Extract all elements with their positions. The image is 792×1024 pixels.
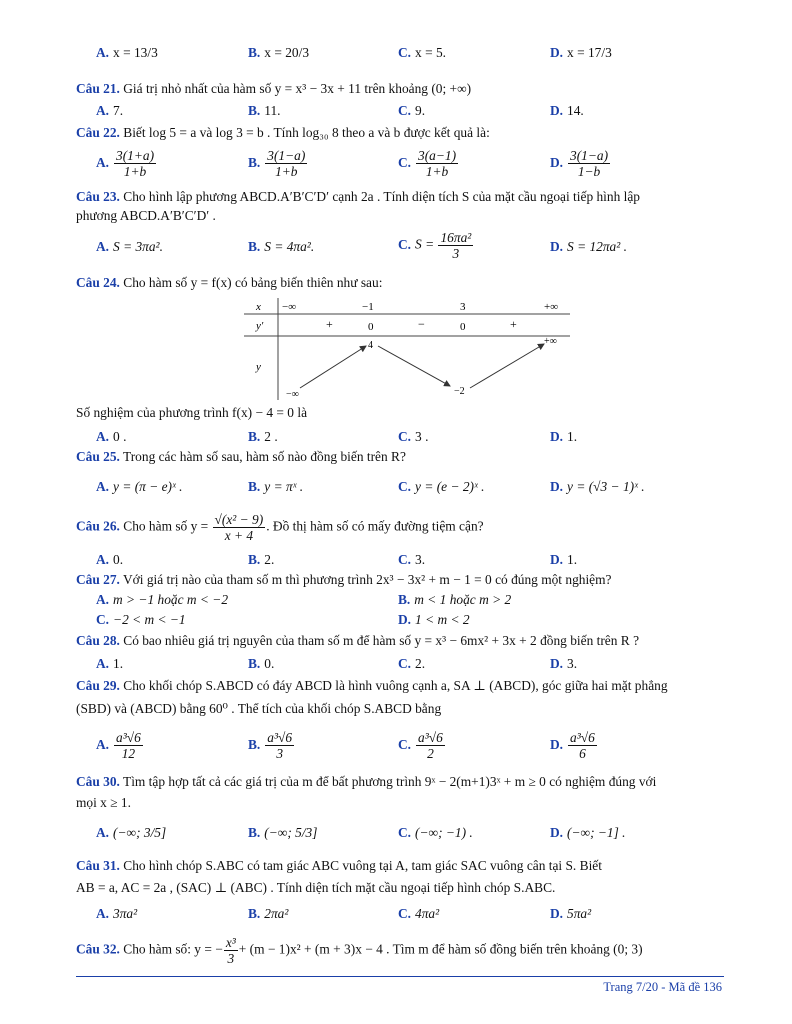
q20-option-a: A. x = 13/3 [96, 45, 158, 60]
q29-stem-line1: Câu 29. Cho khối chóp S.ABCD có đáy ABCD là hình vuông cạnh a, SA ⊥ (ABCD), góc giữa hai mặt phẳng [76, 678, 668, 693]
q27-stem: Câu 27. Với giá trị nào của tham số m thì phương trình 2x³ − 3x² + m − 1 = 0 có đúng một nghiệm? [76, 572, 612, 587]
q24-stem: Câu 24. Cho hàm số y = f(x) có bảng biến thiên như sau: [76, 275, 383, 290]
y-val-minus2: −2 [454, 386, 465, 397]
q24-option-d: D. 1. [550, 429, 578, 444]
q24-option-c: C. 3 . [398, 429, 429, 444]
q26-option-c: C. 3. [398, 552, 426, 567]
q25-stem: Câu 25. Trong các hàm số sau, hàm số nào đồng biến trên R? [76, 449, 406, 464]
q24-option-a: A. 0 . [96, 429, 127, 444]
q21-stem: Câu 21. Giá trị nhỏ nhất của hàm số y = x³ − 3x + 11 trên khoảng (0; +∞) [76, 81, 472, 96]
q32-stem: Câu 32. Cho hàm số: y = − $\frac{\text{x³}}{3}$ + (m − 1)x² + (m + 3)x − 4 . Tìm m để hàm số đồng biến trên khoảng (0; 3) [76, 935, 643, 966]
q29-option-d: D. $\frac{\text{a³√6}}{6}$ [550, 730, 595, 761]
q22-option-c: C. $\frac{3(a-1)}{1+b}$ [398, 148, 457, 179]
q20-option-d: D. x = 17/3 [550, 45, 612, 60]
q25-option-b: B. y = πˣ . [248, 479, 304, 494]
q22-option-b: B. $\frac{3(1-a)}{1+b}$ [248, 148, 306, 179]
variation-table [244, 296, 570, 400]
table-yprime-label: y′ [256, 320, 264, 332]
q21-option-d: D. 14. [550, 103, 584, 118]
sign-5: + [510, 317, 517, 331]
q27-option-d: D. 1 < m < 2 [398, 612, 470, 627]
arrow-up-1 [300, 346, 366, 388]
q30-stem-line1: Câu 30. Tìm tập hợp tất cả các giá trị của m để bất phương trình 9ˣ − 2(m+1)3ˣ + m ≥ 0 có nghiệm đúng với [76, 774, 657, 789]
footer-divider [76, 976, 724, 977]
y-val-4: 4 [368, 340, 373, 351]
q23-stem-line1: Câu 23. Cho hình lập phương ABCD.A′B′C′D′ cạnh 2a . Tính diện tích S của mặt cầu ngoại tiếp hình lập [76, 189, 640, 204]
q23-option-d: D. S = 12πa² . [550, 239, 627, 254]
q31-option-d: D. 5πa² [550, 906, 592, 921]
q27-option-a: A. m > −1 hoặc m < −2 [96, 592, 229, 607]
q24-option-b: B. 2 . [248, 429, 278, 444]
sign-2: 0 [368, 321, 374, 333]
arrow-down [378, 346, 450, 386]
q30-option-b: B. (−∞; 5/3] [248, 825, 318, 840]
q28-option-a: A. 1. [96, 656, 124, 671]
q27-option-c: C. −2 < m < −1 [96, 612, 186, 627]
q31-option-a: A. 3πa² [96, 906, 138, 921]
q30-stem-line2: mọi x ≥ 1. [76, 795, 131, 810]
q29-option-b: B. $\frac{\text{a³√6}}{3}$ [248, 730, 293, 761]
sign-3: − [418, 317, 425, 331]
q28-option-d: D. 3. [550, 656, 578, 671]
y-val-neg-inf: −∞ [286, 389, 299, 400]
q28-option-c: C. 2. [398, 656, 426, 671]
q31-option-c: C. 4πa² [398, 906, 440, 921]
x-val-neg-inf: −∞ [282, 301, 297, 313]
q30-option-c: C. (−∞; −1) . [398, 825, 473, 840]
q22-stem: Câu 22. Biết log 5 = a và log 3 = b . Tính log₃₀ 8 theo a và b được kết quả là: [76, 125, 490, 140]
y-val-pos-inf: +∞ [544, 336, 557, 347]
q23-option-a: A. S = 3πa². [96, 239, 163, 254]
q24-stem-2: Số nghiệm của phương trình f(x) − 4 = 0 là [76, 405, 308, 420]
q26-option-d: D. 1. [550, 552, 578, 567]
arrow-up-2 [470, 344, 544, 388]
q31-stem-line2: AB = a, AC = 2a , (SAC) ⊥ (ABC) . Tính diện tích mặt cầu ngoại tiếp hình chóp S.ABC. [76, 880, 556, 895]
page-footer: Trang 7/20 - Mã đề 136 [603, 980, 722, 994]
q29-option-a: A. $\frac{\text{a³√6}}{12}$ [96, 730, 141, 761]
q21-option-b: B. 11. [248, 103, 281, 118]
q21-option-a: A. 7. [96, 103, 124, 118]
q27-option-b: B. m < 1 hoặc m > 2 [398, 592, 512, 607]
q31-option-b: B. 2πa² [248, 906, 289, 921]
table-y-label: y [256, 361, 261, 373]
q28-stem: Câu 28. Có bao nhiêu giá trị nguyên của tham số m để hàm số y = x³ − 6mx² + 3x + 2 đồng biến trên R ? [76, 633, 640, 648]
q22-option-d: D. $\frac{3(1-a)}{1-b}$ [550, 148, 609, 179]
q30-option-d: D. (−∞; −1] . [550, 825, 626, 840]
x-val-minus1: −1 [362, 301, 374, 313]
q29-option-c: C. $\frac{\text{a³√6}}{2}$ [398, 730, 443, 761]
table-x-label: x [256, 301, 261, 313]
q26-option-b: B. 2. [248, 552, 275, 567]
sign-1: + [326, 317, 333, 331]
x-val-pos-inf: +∞ [544, 301, 559, 313]
q31-stem-line1: Câu 31. Cho hình chóp S.ABC có tam giác ABC vuông tại A, tam giác SAC vuông cân tại S. Biết [76, 858, 602, 873]
q23-option-b: B. S = 4πa². [248, 239, 315, 254]
q21-option-c: C. 9. [398, 103, 426, 118]
q22-option-a: A. $\frac{3(1+a)}{1+b}$ [96, 148, 155, 179]
q30-option-a: A. (−∞; 3/5] [96, 825, 167, 840]
x-val-3: 3 [460, 301, 466, 313]
q23-option-c: C. S = $\frac{\text{16πa²}}{3}$ [398, 230, 472, 261]
q20-option-c: C. x = 5. [398, 45, 447, 60]
q25-option-d: D. y = (√3 − 1)ˣ . [550, 479, 645, 494]
q28-option-b: B. 0. [248, 656, 275, 671]
q26-stem: Câu 26. Cho hàm số y = $\frac{\text{√(x² − 9)}}{x + 4}$ . Đồ thị hàm số có mấy đường tiệm cận? [76, 512, 484, 543]
sign-4: 0 [460, 321, 466, 333]
q23-stem-line2: phương ABCD.A′B′C′D′ . [76, 208, 216, 223]
q29-stem-line2: (SBD) và (ABCD) bằng 60⁰ . Thể tích của khối chóp S.ABCD bằng [76, 701, 442, 716]
q26-option-a: A. 0. [96, 552, 124, 567]
q25-option-a: A. y = (π − e)ˣ . [96, 479, 183, 494]
q20-option-b: B. x = 20/3 [248, 45, 310, 60]
q25-option-c: C. y = (e − 2)ˣ . [398, 479, 485, 494]
